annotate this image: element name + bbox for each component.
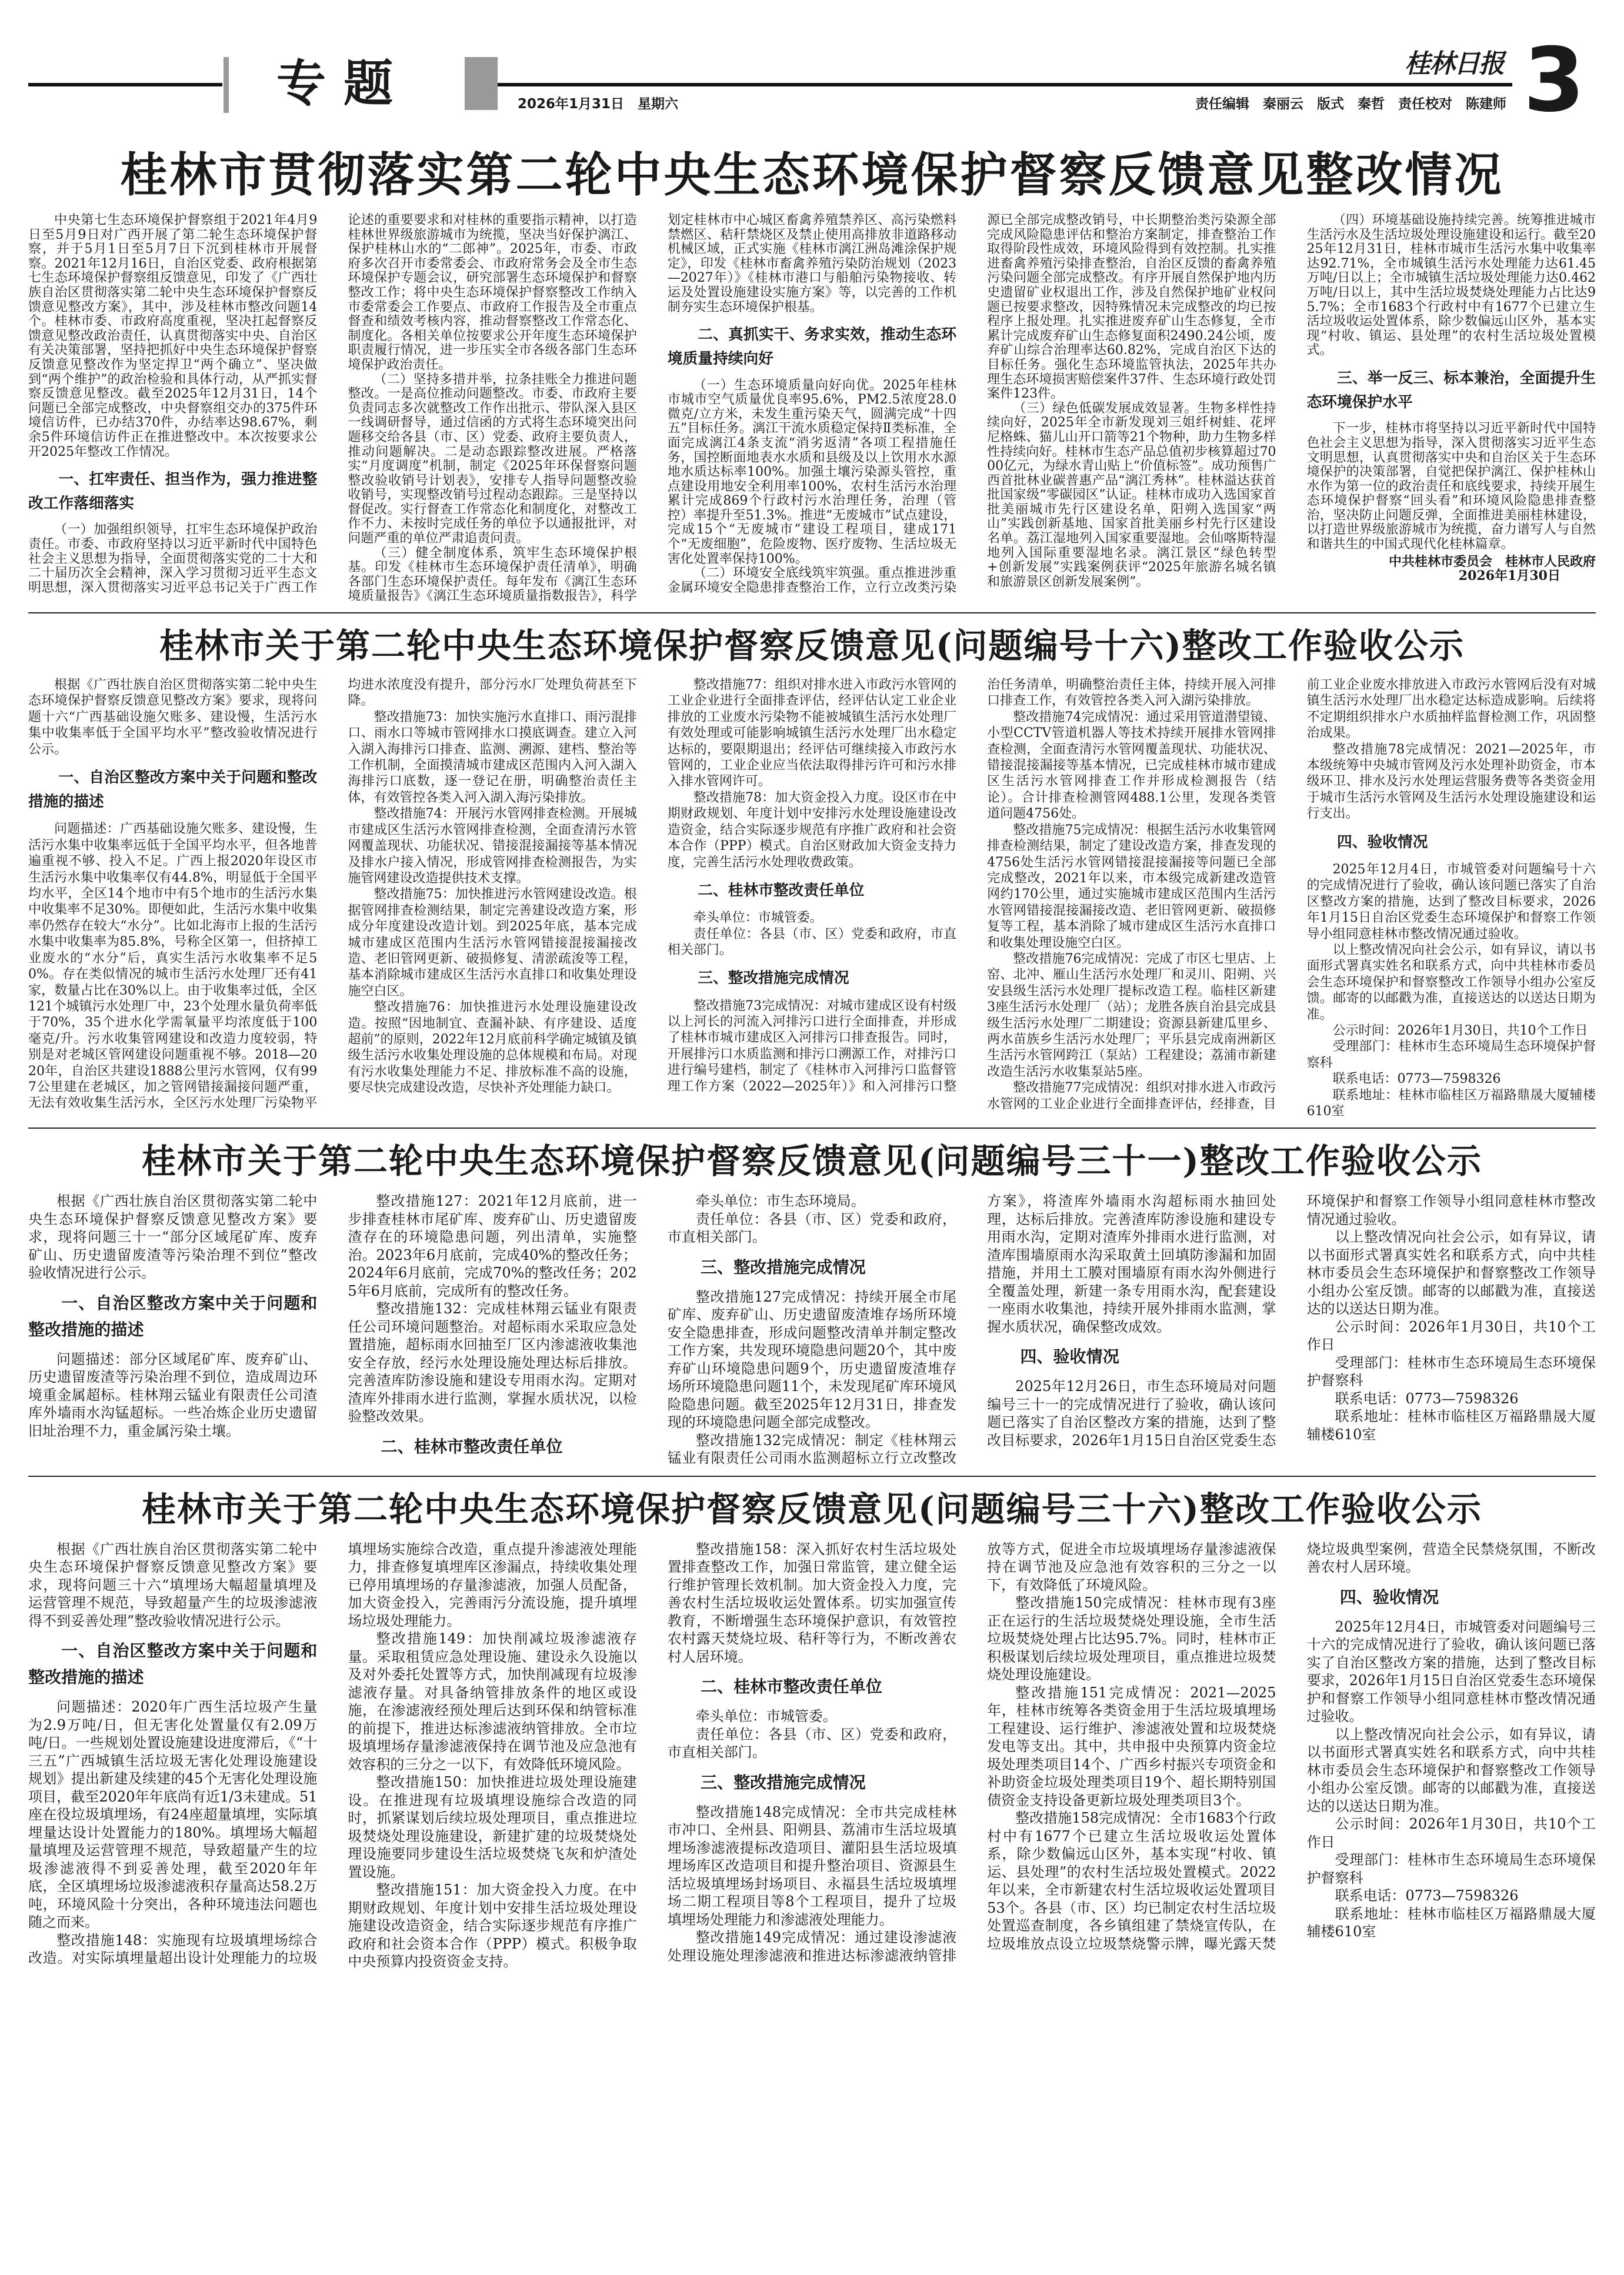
paragraph: 整改措施127完成情况：持续开展全市尾矿库、废弃矿山、历史遗留废渣堆存场所环境安全隐患排查，形成问题整改清单并制定整改工作方案，共发现环境隐患问题20个，其中废弃矿山环境隐患问题9个，历史遗留废渣堆存场所环境隐患问题11个，未发现尾矿库环境风险隐患问题。截至2025年12月31日，排查发现的环境隐患问题全部完成整改。: [667, 1288, 957, 1431]
paragraph: （一）加强组织领导，扛牢生态环境保护政治责任。市委、市政府坚持以习近平新时代中国特色社会主义思想为指导，全面贯彻落实党的二十大和二十届历次全会精神，深入学习贯彻习近平生态文明思想，深入贯彻落实习近平总书记关于广西工作论述的重要要求和对桂林的重要指示精神，以打造桂林世界级旅游城市为统揽，坚决当好保护漓江、保护桂林山水的“二郎神”。2025年，市委、市政府多次召开市委常委会、市政府常务会及全市生态环境保护专题会议，研究部署生态环境保护和督察整改工作；将中央生态环境保护督察整改工作纳入市委常委会工作要点、市政府工作报告及全市重点督查和绩效考核内容，推动督察整改工作常态化、制度化。各相关单位按要求公开年度生态环境保护职责履行情况，进一步压实全市各级各部门生态环境保护政治责任。: [28, 213, 637, 595]
paragraph: 受理部门：桂林市生态环境局生态环境保护督察科: [1306, 1039, 1596, 1070]
article-title: 桂林市关于第二轮中央生态环境保护督察反馈意见(问题编号三十六)整改工作验收公示: [142, 1489, 1482, 1529]
article-body: [28, 214, 1596, 604]
section-heading: 四、验收情况: [1020, 1347, 1119, 1367]
paragraph: 问题描述：2020年广西生活垃圾产生量为2.9万吨/日，但无害化处置量仅有2.09万吨/日。一些规划处置设施建设进度滞后，《“十三五”广西城镇生活垃圾无害化处理设施建设规划》提出新建及续建的45个无害化处理设施项目，截至2020年年底尚有近1/3未建成。51座在役垃圾填埋场，有24座超量填埋，实际填埋量达设计处置能力的180%。填埋场大幅超量填埋及运营管理不规范，导致超量产生的垃圾渗滤液得不到妥善处理，截至2020年年底，全区填埋场垃圾渗滤液积存量高达58.2万吨，环境风险十分突出，各种环境违法问题也随之而来。: [28, 1699, 318, 1931]
paragraph: 整改措施78完成情况：2021—2025年，市本级统筹中央城市管网及污水处理补助资金，市本级环卫、排水及污水处理运营服务费等各类资金用于城市生活污水管网及生活污水处理设施建设和运行支出。: [1306, 742, 1596, 822]
article-divider: [28, 612, 1596, 613]
paragraph: 整改措施75完成情况：根据生活污水收集管网排查检测结果，制定了建设改造方案，排查发现的4756处生活污水管网错接混接漏接等问题已全部完成整改，2021年以来，市本级完成新建改造管网约170公里，通过实施城市建成区范围内生活污水管网错接混接漏接改造、老旧管网更新、破损修复等工程，基本消除了城市建成区生活污水直排口和收集处理设施空白区。: [987, 822, 1276, 950]
masthead-rule-left: [28, 83, 222, 86]
paragraph: 根据《广西壮族自治区贯彻落实第二轮中央生态环境保护督察反馈意见整改方案》要求，现将问题十六“广西基础设施欠账多、建设慢，生活污水集中收集率低于全国平均水平”整改验收情况进行公示。: [28, 678, 318, 757]
paragraph: 联系电话：0773—7598326: [1335, 1390, 1519, 1407]
section-heading: 一、自治区整改方案中关于问题和整改措施的描述: [28, 1293, 318, 1339]
paragraph: 联系地址：桂林市临桂区万福路鼎晟大厦辅楼610室: [1306, 1905, 1596, 1940]
paragraph: 以上整改情况向社会公示，如有异议，请以书面形式署真实姓名和联系方式，向中共桂林市委员会生态环境保护和督察整改工作领导小组办公室反馈。邮寄的以邮戳为准，直接送达的以送达日期为准。: [1306, 1726, 1596, 1814]
paragraph: 受理部门：桂林市生态环境局生态环境保护督察科: [1306, 1354, 1596, 1389]
paragraph: 整改措施148：实施现有垃圾填埋场综合改造。对实际填埋量超出设计处理能力的垃圾填埋场实施综合改造，重点提升渗滤液处理能力，排查修复填埋库区渗漏点，持续收集处理已停用填埋场的存量渗滤液，加强人员配备，加大资金投入，完善雨污分流设施，提升填埋场垃圾处理能力。: [28, 1540, 637, 1967]
paragraph: 根据《广西壮族自治区贯彻落实第二轮中央生态环境保护督察反馈意见整改方案》要求，现将问题三十一“部分区域尾矿库、废弃矿山、历史遗留废渣等污染治理不到位”整改验收情况进行公示。: [28, 1193, 318, 1282]
paragraph: 整改措施132：完成桂林翔云锰业有限责任公司环境问题整治。对超标雨水采取应急处置措施，超标雨水回抽至厂区内渗滤液收集池安全存放，经污水处理设施处理达标后排放。完善渣库防渗设施和建设专用雨水沟。定期对渣库外排雨水进行监测，掌握水质状况，以检验整改效果。: [348, 1300, 637, 1425]
article-title: 桂林市贯彻落实第二轮中央生态环境保护督察反馈意见整改情况: [120, 147, 1504, 202]
paragraph: （二）环境安全底线筑牢筑强。重点推进涉重金属环境安全隐患排查整治工作，立行立改类污染源已全部完成整改销号，中长期整治类污染源全部完成风险隐患评估和整治方案制定，排查整治工作取得阶段性成效，环境风险得到有效控制。扎实推进畜禽养殖污染排查整治，自治区反馈的畜禽养殖污染问题全部完成整改。有序开展自然保护地内历史遗留矿业权退出工作，涉及自然保护地矿业权问题已按要求整改，因特殊情况未完成整改的均已按程序上报处理。扎实推进废弃矿山生态修复，全市累计完成废弃矿山生态修复面积2490.24公顷，废弃矿山综合治理率达60.82%，完成自治区下达的目标任务。强化生态环境监管执法，2025年共办理生态环境损害赔偿案件37件、生态环境行政处罚案件123件。: [667, 213, 1276, 595]
paragraph: 牵头单位：市城管委。: [695, 1708, 837, 1725]
editor-credits: 责任编辑 秦丽云 版式 秦哲 责任校对 陈建师: [1195, 96, 1506, 112]
paragraph: 整改措施76完成情况：完成了市区七里店、上窑、北冲、雁山生活污水处理厂和灵川、阳朔、兴安县级生活污水处理厂提标改造工程。临桂区新建3座生活污水处理厂（站）；龙胜各族自治县完成县级生活污水处理厂二期建设；资源县新建瓜里乡、两水苗族乡生活污水处理厂；平乐县完成南洲新区生活污水管网跨江（泵站）工程建设；荔浦市新建改造生活污水收集泵站5座。: [987, 951, 1276, 1079]
paragraph: 整改措施151：加大资金投入力度。在中期财政规划、年度计划中安排生活垃圾处理设施建设改造资金，结合实际逐步规范有序推广政府和社会资本合作（PPP）模式。积极争取中央预算内投资资金支持。: [348, 1882, 637, 1970]
paragraph: 问题描述：部分区域尾矿库、废弃矿山、历史遗留废渣等污染治理不到位，造成周边环境重金属超标。桂林翔云锰业有限责任公司渣库外墙雨水沟锰超标。一些冶炼企业历史遗留旧址治理不力，重金属污染土壤。: [28, 1350, 318, 1439]
section-heading: 三、举一反三、标本兼治，全面提升生态环境保护水平: [1306, 369, 1596, 412]
paragraph: 联系电话：0773—7598326: [1332, 1072, 1501, 1087]
masthead-rule: [498, 83, 1512, 86]
paragraph: 整改措施158完成情况：全市1683个行政村中有1677个已建立生活垃圾收运处置体系，除少数偏远山区外，基本实现“村收、镇运、县处理”的农村生活垃圾处置模式。2022年以来，全市新建农村生活垃圾收运处置项目53个。各县（市、区）均已制定农村生活垃圾处置巡查制度，各乡镇组建了禁烧宣传队，在垃圾堆放点设立垃圾禁烧警示牌，曝光露天焚烧垃圾典型案例，营造全民禁烧氛围，不断改善农村人居环境。: [987, 1540, 1596, 1952]
paragraph: 中央第七生态环境保护督察组于2021年4月9日至5月9日对广西开展了第二轮生态环境保护督察，并于5月1日至5月7日下沉到桂林市开展督察。2021年12月16日，自治区党委、政府根据第七生态环境保护督察组反馈意见，印发了《广西壮族自治区贯彻落实第二轮中央生态环境保护督察反馈意见整改方案》，其中，涉及桂林市整改问题14个。桂林市委、市政府高度重视，坚决扛起督察反馈意见整改政治责任，认真贯彻落实中央、自治区有关决策部署，坚持把抓好中央生态环境保护督察反馈意见整改作为坚定捍卫“两个确立”、坚决做到“两个维护”的政治检验和具体行动，从严抓实督察反馈意见整改。截至2025年12月31日，14个问题已全部完成整改，中央督察组交办的375件环境信访件，已办结370件，办结率达98.67%，剩余5件环境信访件正在推进整改中。本次按要求公开2025年整改工作情况。: [28, 213, 318, 459]
paragraph: 整改措施151完成情况：2021—2025年，桂林市统筹各类资金用于生活垃圾填埋场工程建设、运行维护、渗滤液处置和垃圾焚烧发电等支出。其中，共申报中央预算内资金垃圾处理类项目14个、广西乡村振兴专项资金和补助资金垃圾处理类项目19个、超长期特别国债资金支持设备更新垃圾处理类项目3个。: [987, 1684, 1276, 1809]
paragraph: 公示时间：2026年1月30日，共10个工作日: [1332, 1023, 1588, 1038]
paragraph: （四）环境基础设施持续完善。统筹推进城市生活污水及生活垃圾处理设施建设和运行。截至2025年12月31日，桂林市城市生活污水集中收集率达92.71%，全市城镇生活污水处理能力达61.45万吨/日以上；全市城镇生活垃圾处理能力达0.462万吨/日以上，其中生活垃圾焚烧处理能力占比达95.7%；全市1683个行政村中有1677个已建立生活垃圾收运处置体系，除少数偏远山区外，基本实现“村收、镇运、县处理”的农村生活垃圾处置模式。: [1306, 213, 1596, 358]
paragraph: 联系电话：0773—7598326: [1335, 1887, 1519, 1904]
signature-date: 2026年1月30日: [1458, 568, 1560, 584]
paragraph: （三）绿色低碳发展成效显著。生物多样性持续向好，2025年全市新发现刘三姐纤树蛙、花坪尼格蛛、猫儿山开口箭等21个物种，助力生物多样性持续向好。桂林市生态产品总值初步核算超过7000亿元，为绿水青山贴上“价值标签”。成功预售广西首批林业碳普惠产品“漓江秀林”。桂林溢达获首批国家级“零碳园区”认证。桂林市成功入选国家首批美丽城市先行区建设名单，阳朔入选国家“两山”实践创新基地、国家首批美丽乡村先行区建设名单。荔江湿地列入国家重要湿地。会仙喀斯特湿地列入国际重要湿地名录。漓江景区“绿色转型+创新发展”实践案例获评“2025年旅游名城名镇和旅游景区创新发展案例”。: [987, 401, 1276, 589]
article-divider: [28, 1476, 1596, 1477]
issue-date: 2026年1月31日 星期六: [518, 96, 679, 112]
paragraph: 整改措施77：组织对排水进入市政污水管网的工业企业进行全面排查评估，经评估认定工业企业排放的工业废水污染物不能被城镇生活污水处理厂有效处理或可能影响城镇生活污水处理厂出水稳定达标的，要限期退出；经评估可继续接入市政污水管网的，工业企业应当依法取得排污许可和污水排入排水管网许可。: [667, 678, 957, 789]
article-body: [28, 1192, 1596, 1467]
paragraph: 联系地址：桂林市临桂区万福路鼎晟大厦辅楼610室: [1306, 1088, 1596, 1119]
paragraph: 责任单位：各县（市、区）党委和政府，市直相关部门。: [667, 1726, 957, 1761]
paragraph: 以上整改情况向社会公示，如有异议，请以书面形式署真实姓名和联系方式，向中共桂林市委员会生态环境保护和督察整改工作领导小组办公室反馈。邮寄的以邮戳为准，直接送达的以送达日期为准。: [1306, 1229, 1596, 1317]
paragraph: 受理部门：桂林市生态环境局生态环境保护督察科: [1306, 1852, 1596, 1886]
paragraph: 2025年12月4日，市城管委对问题编号三十六的完成情况进行了验收，确认该问题已落实了自治区整改方案的措施，达到了整改目标要求，2026年1月15日自治区党委生态环境保护和督察工作领导小组同意桂林市整改情况通过验收。: [1306, 1618, 1596, 1725]
article-title: 桂林市关于第二轮中央生态环境保护督察反馈意见(问题编号三十一)整改工作验收公示: [142, 1141, 1482, 1182]
paragraph: 整改措施74完成情况：通过采用管道潜望镜、小型CCTV管道机器人等技术持续开展排水管网排查检测，全面查清污水管网覆盖现状、功能状况、错接混接漏接等基本情况，已完成桂林市城市建成区生活污水管网排查工作并形成检测报告（结论）。合计排查检测管网488.1公里，发现各类管道问题4756处。: [987, 709, 1276, 822]
paragraph: 整改措施149完成情况：通过建设渗滤液处理设施处理渗滤液和推进达标渗滤液纳管排放等方式，促进全市垃圾填埋场存量渗滤液保持在调节池及应急池有效容积的三分之一以下，有效降低了环境风险。: [667, 1540, 1276, 1964]
paragraph: 责任单位：各县（市、区）党委和政府，市直相关部门。: [667, 926, 957, 958]
paragraph: 整改措施149：加快削减垃圾渗滤液存量。采取租赁应急处理设施、建设永久设施以及对外委托处置等方式，加快削减现有垃圾渗滤液存量。对具备纳管排放条件的地区或设施，在渗滤液经预处理后达到环保和纳管标准的前提下，推进达标渗滤液纳管排放。全市垃圾填埋场存量渗滤液保持在调节池及应急池有效容积的三分之一以下，有效降低环境风险。: [348, 1630, 637, 1773]
paragraph: 责任单位：各县（市、区）党委和政府，市直相关部门。: [667, 1210, 957, 1246]
paragraph: 整改措施73：加快实施污水直排口、雨污混排口、雨水口等城市管网排水口摸底调查。建立入河入湖入海排污口排查、监测、溯源、建档、整治等工作机制，全面摸清城市建成区范围内入河入湖入海排污口底数，逐一登记在册，明确整治责任主体，有效管控各类入河入湖入海污染排放。: [348, 709, 637, 805]
newspaper-logo: 桂林日报: [1405, 49, 1503, 79]
section-heading: 一、扛牢责任、担当作为，强力推进整改工作落细落实: [28, 471, 318, 513]
paragraph: 整改措施150：加快推进垃圾处理设施建设。在推进现有垃圾填埋设施综合改造的同时，抓紧谋划后续垃圾处理项目，重点推进垃圾焚烧处理设施建设，新建扩建的垃圾焚烧处理设施要同步建设生活垃圾焚烧飞灰和炉渣处置设施。: [348, 1774, 637, 1880]
section-heading: 四、验收情况: [1337, 833, 1428, 851]
paragraph: 整改措施77完成情况：组织对排水进入市政污水管网的工业企业进行全面排查评估，经排查，目前工业企业废水排放进入市政污水管网后没有对城镇生活污水处理厂出水稳定达标造成影响。后续将不定期组织排水户水质抽样监督检测工作，巩固整治成果。: [987, 678, 1596, 1112]
paragraph: 2025年12月4日，市城管委对问题编号十六的完成情况进行了验收，确认该问题已落实了自治区整改方案的措施，达到了整改目标要求，2026年1月15日自治区党委生态环境保护和督察工作领导小组同意桂林市整改情况通过验收。: [1306, 862, 1596, 942]
paragraph: 2025年12月26日，市生态环境局对问题编号三十一的完成情况进行了验收，确认该问题已落实了自治区整改方案的措施，达到了整改目标要求，2026年1月15日自治区党委生态环境保护和督察工作领导小组同意桂林市整改情况通过验收。: [987, 1193, 1596, 1449]
section-heading: 一、自治区整改方案中关于问题和整改措施的描述: [28, 769, 318, 811]
paragraph: 整改措施150完成情况：桂林市现有3座正在运行的生活垃圾焚烧处理设施，全市生活垃圾焚烧处理占比达95.7%。同时，桂林市正积极谋划后续垃圾处理项目，重点推进垃圾焚烧处理设施建设。: [987, 1594, 1276, 1683]
paragraph: 问题描述：广西基础设施欠账多、建设慢，生活污水集中收集率远低于全国平均水平，但各地普遍重视不够、投入不足。广西上报2020年设区市生活污水集中收集率仅有44.8%，明显低于全国平均水平，全区14个地市中有5个地市的生活污水集中收集率不足30%。即便如此，生活污水集中收集率仍然存在较大“水分”。比如北海市上报的生活污水集中收集率为85.8%，号称全区第一，但挤掉工业废水的“水分”后，真实生活污水收集率不足50%。存在类似情况的城市生活污水处理厂还有41家，数量占比在30%以上。由于收集率过低，全区121个城镇污水处理厂中，23个处理水量负荷率低于70%，35个进水化学需氧量平均浓度低于100毫克/升。污水收集管网建设和改造力度较弱，特别是对老城区管网建设问题重视不够。2018—2020年，自治区共建设1888公里污水管网，仅有997公里建在老城区，加之管网错接漏接问题严重，无法有效收集生活污水，全区污水处理厂污染物平均进水浓度没有提升，部分污水厂处理负荷甚至下降。: [28, 678, 637, 1111]
paragraph: 整改措施76：加快推进污水处理设施建设改造。按照“因地制宜、查漏补缺、有序建设、适度超前”的原则，2022年12月底前科学确定城镇及镇级生活污水收集处理设施的总体规模和布局。对现有污水收集处理能力不足、排放标准不高的设施，要尽快完成建设改造，尽快补齐处理能力缺口。: [348, 1000, 637, 1096]
article-body: [28, 1540, 1596, 1971]
page-number: 3: [1523, 29, 1585, 132]
paragraph: 根据《广西壮族自治区贯彻落实第二轮中央生态环境保护督察反馈意见整改方案》要求，现将问题三十六“填埋场大幅超量填埋及运营管理不规范，导致超量产生的垃圾渗滤液得不到妥善处理”整改验收情况进行公示。: [28, 1540, 318, 1629]
paragraph: 牵头单位：市生态环境局。: [695, 1193, 865, 1210]
paragraph: 下一步，桂林市将坚持以习近平新时代中国特色社会主义思想为指导，深入贯彻落实习近平生态文明思想，认真贯彻落实中央和自治区关于生态环境保护的决策部署，自觉把保护漓江、保护桂林山水作为第一位的政治责任和底线要求，持续开展生态环境保护督察“回头看”和环境风险隐患排查整治，坚决防止问题反弹，全面推进美丽桂林建设，以打造世界级旅游城市为统揽，奋力谱写人与自然和谐共生的中国式现代化桂林篇章。: [1306, 421, 1596, 552]
section-heading: 二、桂林市整改责任单位: [381, 1436, 563, 1456]
paragraph: 牵头单位：市城管委。: [693, 910, 823, 926]
paragraph: 整改措施73完成情况：对城市建成区设有村级以上河长的河流入河排污口进行全面排查，并形成了桂林市城市建成区入河排污口排查报告。同时，开展排污口水质监测和排污口溯源工作，对排污口进行编号建档，制定了《桂林市入河排污口监督管理工作方案（2022—2025年）》和入河排污口整治任务清单，明确整治责任主体，持续开展入河排口排查工作，有效管控各类入河入湖污染排放。: [667, 678, 1276, 1094]
paragraph: （三）健全制度体系，筑牢生态环境保护根基。印发《桂林市生态环境保护责任清单》，明确各部门生态环境保护责任。每年发布《漓江生态环境质量报告》《漓江生态环境质量指数报告》，科学划定桂林市中心城区畜禽养殖禁养区、高污染燃料禁燃区、秸秆禁烧区及禁止使用高排放非道路移动机械区域，正式实施《桂林市漓江洲岛滩涂保护规定》，印发《桂林市畜禽养殖污染防治规划（2023—2027年）》《桂林市港口与船舶污染物接收、转运及处置设施建设实施方案》等，以完善的工作机制夯实生态环境保护根基。: [348, 213, 957, 604]
article-body: [28, 677, 1596, 1119]
paragraph: 公示时间：2026年1月30日，共10个工作日: [1306, 1816, 1596, 1850]
paragraph: 整改措施78：加大资金投入力度。设区市在中期财政规划、年度计划中安排污水处理设施建设改造资金，结合实际逐步规范有序推广政府和社会资本合作（PPP）模式。自治区财政加大资金支持力度，完善生活污水处理收费政策。: [667, 790, 957, 870]
section-heading: 三、整改措施完成情况: [698, 969, 849, 988]
section-heading: 四、验收情况: [1339, 1587, 1439, 1607]
section-heading: 二、桂林市整改责任单位: [698, 881, 865, 899]
section-heading: 二、桂林市整改责任单位: [700, 1677, 882, 1697]
paragraph: 整改措施158：深入抓好农村生活垃圾处置排查整改工作，加强日常监管，建立健全运行维护管理长效机制。加大资金投入力度，完善农村生活垃圾收运处置体系。切实加强宣传教育，不断增强生态环境保护意识，有效管控农村露天焚烧垃圾、秸秆等行为，不断改善农村人居环境。: [667, 1540, 957, 1665]
section-name: 专题: [276, 54, 411, 112]
article-title: 桂林市关于第二轮中央生态环境保护督察反馈意见(问题编号十六)整改工作验收公示: [159, 626, 1465, 666]
masthead-divider-bar: [224, 57, 229, 113]
signature: 中共桂林市委员会 桂林市人民政府: [1388, 553, 1596, 569]
paragraph: 公示时间：2026年1月30日，共10个工作日: [1306, 1318, 1596, 1353]
paragraph: （二）坚持多措并举，拉条挂账全力推进问题整改。一是高位推动问题整改。市委、市政府主要负责同志多次就整改工作作出批示、带队深入县区一线调研督导，通过信函的方式将生态环境突出问题移交给各县（市、区）党委、政府主要负责人，推动问题解决。二是动态跟踪整改进展。严格落实“月度调度”机制，制定《2025年环保督察问题整改验收销号计划表》，安排专人指导问题整改验收销号，实现整改销号过程动态跟踪。三是坚持以督促改。实行督查工作常态化和制度化，对整改工作不力、未按时完成任务的单位予以通报批评，对问题严重的单位严肃追责问责。: [348, 372, 637, 546]
paragraph: 整改措施148完成情况：全市共完成桂林市冲口、全州县、阳朔县、荔浦市生活垃圾填埋场渗滤液提标改造项目、灌阳县生活垃圾填埋场库区改造项目和提升整治项目、资源县生活垃圾填埋场封场项目、永福县生活垃圾填埋场二期工程项目等8个工程项目，提升了垃圾填埋场处理能力和渗滤液处理能力。: [667, 1803, 957, 1928]
paragraph: 以上整改情况向社会公示，如有异议，请以书面形式署真实姓名和联系方式，向中共桂林市委员会生态环境保护和督察整改工作领导小组办公室反馈。邮寄的以邮戳为准，直接送达的以送达日期为准。: [1306, 942, 1596, 1022]
articles-area: [28, 147, 1596, 1971]
section-heading: 二、真抓实干、务求实效，推动生态环境质量持续向好: [667, 326, 957, 368]
paragraph: 整改措施127：2021年12月底前，进一步排查桂林市尾矿库、废弃矿山、历史遗留废渣存在的环境隐患问题，列出清单，实施整治。2023年6月底前，完成40%的整改任务；2024年6月底前，完成70%的整改任务；2025年6月底前，完成所有的整改任务。: [348, 1193, 637, 1299]
article-divider: [28, 1128, 1596, 1129]
paragraph: 整改措施132完成情况：制定《桂林翔云锰业有限责任公司雨水监测超标立行立改整改方案》，将渣库外墙雨水沟超标雨水抽回处理，达标后排放。完善渣库防渗设施和建设专用雨水沟，定期对渣库外排雨水进行监测，对渣库围墙原雨水沟采取黄土回填防渗漏和加固措施，并用土工膜对围墙原有雨水沟外侧进行全覆盖处理，新建一条专用雨水沟，配套建设一座雨水收集池，持续开展外排雨水监测，掌握水质状况，确保整改成效。: [667, 1193, 1276, 1467]
section-heading: 三、整改措施完成情况: [700, 1257, 866, 1277]
paragraph: 联系地址：桂林市临桂区万福路鼎晟大厦辅楼610室: [1306, 1408, 1596, 1443]
masthead-gray-block: [465, 57, 498, 110]
section-heading: 三、整改措施完成情况: [700, 1772, 866, 1792]
paragraph: （一）生态环境质量向好向优。2025年桂林市城市空气质量优良率95.6%，PM2.5浓度28.0微克/立方米，未发生重污染天气，圆满完成“十四五”目标任务。漓江干流水质稳定保持Ⅱ类标准，全面完成漓江4条支流“消劣返清”各项工程措施任务，国控断面地表水水质和县级及以上饮用水水源地水质达标率100%。加强土壤污染源头管控，重点建设用地安全利用率100%，农村生活污水治理累计完成869个行政村污水治理任务，治理（管控）率提升至51.3%。推进“无废城市”试点建设，完成15个“无废城市”建设工程项目，建成171个“无废细胞”，危险废物、医疗废物、生活垃圾无害化处置率保持100%。: [667, 378, 957, 566]
section-heading: 一、自治区整改方案中关于问题和整改措施的描述: [28, 1641, 318, 1687]
paragraph: 整改措施75：加快推进污水管网建设改造。根据管网排查检测结果，制定完善建设改造方案，形成分年度建设改造计划。到2025年底，基本完成城市建成区范围内生活污水管网错接混接漏接改造、老旧管网更新、破损修复、清淤疏浚等工程，基本消除城市建成区生活污水直排口和收集处理设施空白区。: [348, 887, 637, 999]
paragraph: 整改措施74：开展污水管网排查检测。开展城市建成区生活污水管网排查检测，全面查清污水管网覆盖现状、功能状况、错接混接漏接等基本情况及排水户接入情况，形成管网排查检测报告，为实施管网建设改造提供技术支撑。: [348, 806, 637, 886]
